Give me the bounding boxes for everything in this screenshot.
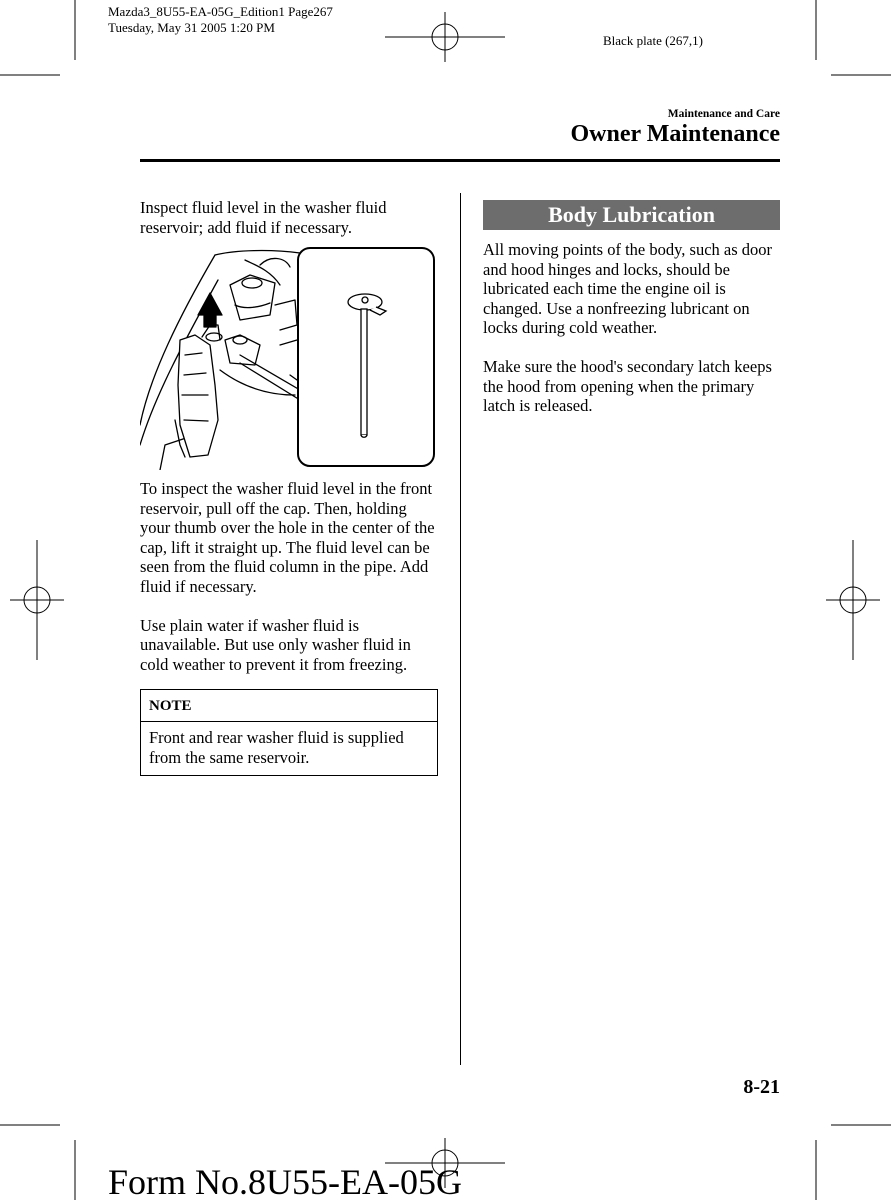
print-info-date: Tuesday, May 31 2005 1:20 PM [108,20,275,35]
inspect-paragraph: To inspect the washer fluid level in the front reservoir, pull off the cap. Then, holding your thumb over the hole in the center of the cap, lift it straight up. The fluid level can be seen from the fluid column in the pipe. Add fluid if necessary. [140,479,435,596]
plate-label: Black plate (267,1) [603,33,703,48]
registration-target-top [385,12,505,62]
note-label: NOTE [141,690,437,722]
note-box [140,689,438,776]
page-title: Owner Maintenance [570,121,780,147]
washer-reservoir-illustration [140,245,438,470]
left-column [140,198,440,237]
right-column [483,240,783,416]
section-heading: Body Lubrication [483,200,780,230]
plain-water-paragraph: Use plain water if washer fluid is unavailable. But use only washer fluid in cold weather to prevent it from freezing. [140,615,411,674]
left-column-lower [140,479,440,674]
note-text: Front and rear washer fluid is supplied from the same reservoir. [149,728,404,767]
latch-paragraph: Make sure the hood's secondary latch keeps the hood from opening when the primary latch is released. [483,357,772,415]
lubrication-paragraph: All moving points of the body, such as door and hood hinges and locks, should be lubricated each time the engine oil is changed. Use a nonfreezing lubricant on locks during cold weather. [483,240,773,337]
registration-target-right [826,540,880,660]
section-label: Maintenance and Care [667,108,780,120]
registration-target-left [10,540,64,660]
print-info-file: Mazda3_8U55-EA-05G_Edition1 Page267 [108,4,333,19]
print-info [108,4,333,36]
form-number: Form No.8U55-EA-05G [108,1162,462,1202]
intro-paragraph: Inspect fluid level in the washer fluid reservoir; add fluid if necessary. [140,198,387,237]
page-number: 8-21 [743,1076,780,1098]
column-divider [460,193,461,1065]
header-rule [140,159,780,162]
